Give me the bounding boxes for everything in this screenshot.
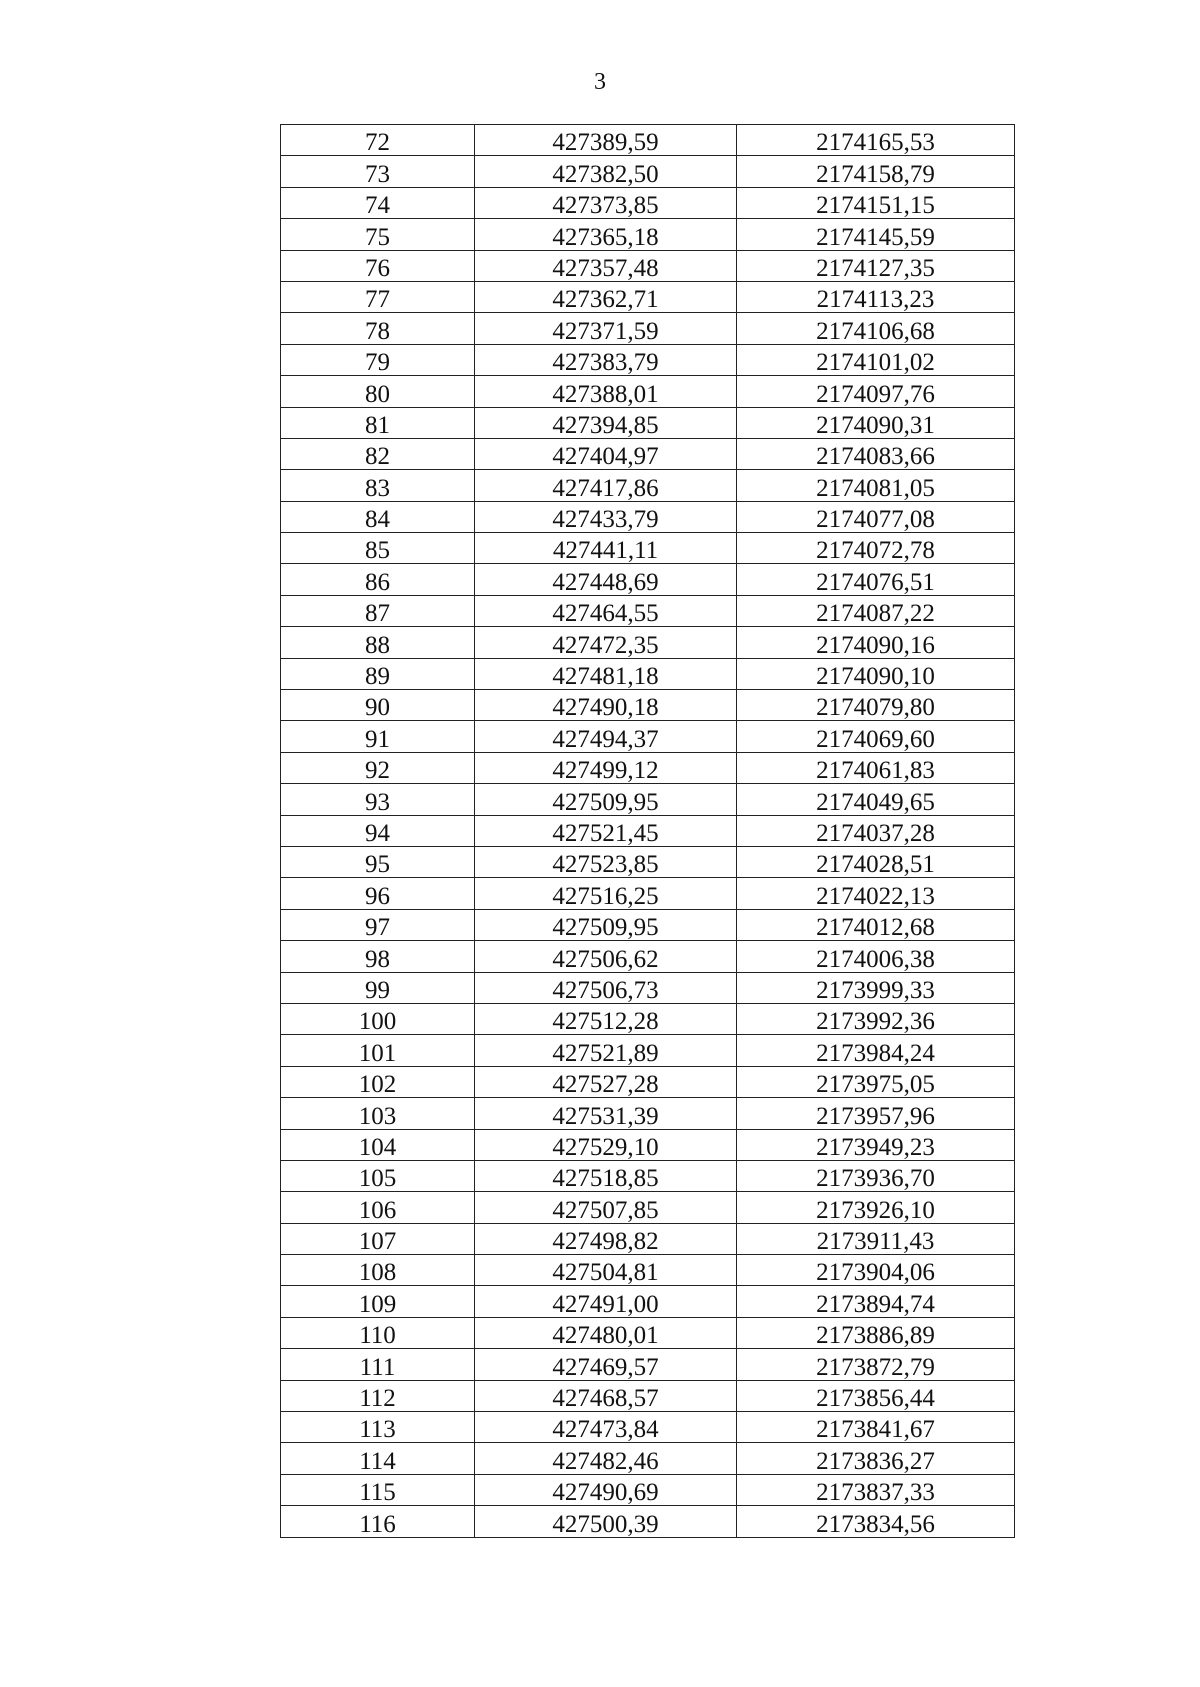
- y-coordinate-cell: 2174087,22: [737, 595, 1015, 626]
- x-coordinate-cell: 427521,89: [475, 1035, 737, 1066]
- point-number-cell: 101: [281, 1035, 475, 1066]
- y-coordinate-cell: 2174072,78: [737, 533, 1015, 564]
- table-row: [281, 1412, 1015, 1443]
- x-coordinate-cell: 427531,39: [475, 1098, 737, 1129]
- x-coordinate-cell: 427357,48: [475, 250, 737, 281]
- y-coordinate-cell: 2173926,10: [737, 1192, 1015, 1223]
- table-row: [281, 219, 1015, 250]
- point-number-cell: 82: [281, 438, 475, 469]
- point-number-cell: 83: [281, 470, 475, 501]
- y-coordinate-cell: 2173894,74: [737, 1286, 1015, 1317]
- x-coordinate-cell: 427516,25: [475, 878, 737, 909]
- x-coordinate-cell: 427509,95: [475, 909, 737, 940]
- table-row: [281, 250, 1015, 281]
- y-coordinate-cell: 2174151,15: [737, 187, 1015, 218]
- x-coordinate-cell: 427448,69: [475, 564, 737, 595]
- x-coordinate-cell: 427523,85: [475, 846, 737, 877]
- y-coordinate-cell: 2174076,51: [737, 564, 1015, 595]
- point-number-cell: 113: [281, 1412, 475, 1443]
- y-coordinate-cell: 2174049,65: [737, 784, 1015, 815]
- table-row: [281, 941, 1015, 972]
- x-coordinate-cell: 427527,28: [475, 1066, 737, 1097]
- y-coordinate-cell: 2174069,60: [737, 721, 1015, 752]
- x-coordinate-cell: 427529,10: [475, 1129, 737, 1160]
- x-coordinate-cell: 427394,85: [475, 407, 737, 438]
- x-coordinate-cell: 427362,71: [475, 281, 737, 312]
- table-row: [281, 815, 1015, 846]
- table-row: [281, 1380, 1015, 1411]
- table-row: [281, 1129, 1015, 1160]
- x-coordinate-cell: 427512,28: [475, 1003, 737, 1034]
- y-coordinate-cell: 2174037,28: [737, 815, 1015, 846]
- point-number-cell: 103: [281, 1098, 475, 1129]
- table-row: [281, 1317, 1015, 1348]
- table-row: [281, 878, 1015, 909]
- y-coordinate-cell: 2174090,10: [737, 658, 1015, 689]
- y-coordinate-cell: 2174097,76: [737, 376, 1015, 407]
- point-number-cell: 108: [281, 1255, 475, 1286]
- y-coordinate-cell: 2174090,31: [737, 407, 1015, 438]
- point-number-cell: 110: [281, 1317, 475, 1348]
- y-coordinate-cell: 2174145,59: [737, 219, 1015, 250]
- y-coordinate-cell: 2174012,68: [737, 909, 1015, 940]
- y-coordinate-cell: 2173936,70: [737, 1160, 1015, 1191]
- table-row: [281, 1160, 1015, 1191]
- point-number-cell: 116: [281, 1506, 475, 1537]
- y-coordinate-cell: 2173904,06: [737, 1255, 1015, 1286]
- y-coordinate-cell: 2173872,79: [737, 1349, 1015, 1380]
- y-coordinate-cell: 2174090,16: [737, 627, 1015, 658]
- y-coordinate-cell: 2173984,24: [737, 1035, 1015, 1066]
- point-number-cell: 94: [281, 815, 475, 846]
- x-coordinate-cell: 427490,69: [475, 1474, 737, 1505]
- x-coordinate-cell: 427490,18: [475, 690, 737, 721]
- y-coordinate-cell: 2173992,36: [737, 1003, 1015, 1034]
- page-number: 3: [594, 69, 606, 95]
- x-coordinate-cell: 427441,11: [475, 533, 737, 564]
- point-number-cell: 107: [281, 1223, 475, 1254]
- table-row: [281, 1066, 1015, 1097]
- x-coordinate-cell: 427504,81: [475, 1255, 737, 1286]
- point-number-cell: 75: [281, 219, 475, 250]
- x-coordinate-cell: 427371,59: [475, 313, 737, 344]
- y-coordinate-cell: 2174106,68: [737, 313, 1015, 344]
- y-coordinate-cell: 2174028,51: [737, 846, 1015, 877]
- x-coordinate-cell: 427382,50: [475, 156, 737, 187]
- point-number-cell: 91: [281, 721, 475, 752]
- x-coordinate-cell: 427491,00: [475, 1286, 737, 1317]
- point-number-cell: 89: [281, 658, 475, 689]
- table-row: [281, 376, 1015, 407]
- x-coordinate-cell: 427499,12: [475, 752, 737, 783]
- x-coordinate-cell: 427518,85: [475, 1160, 737, 1191]
- x-coordinate-cell: 427468,57: [475, 1380, 737, 1411]
- y-coordinate-cell: 2173856,44: [737, 1380, 1015, 1411]
- x-coordinate-cell: 427481,18: [475, 658, 737, 689]
- x-coordinate-cell: 427404,97: [475, 438, 737, 469]
- y-coordinate-cell: 2174022,13: [737, 878, 1015, 909]
- y-coordinate-cell: 2173886,89: [737, 1317, 1015, 1348]
- point-number-cell: 115: [281, 1474, 475, 1505]
- y-coordinate-cell: 2173841,67: [737, 1412, 1015, 1443]
- coordinates-table-body: [281, 125, 1015, 1538]
- point-number-cell: 79: [281, 344, 475, 375]
- x-coordinate-cell: 427521,45: [475, 815, 737, 846]
- point-number-cell: 109: [281, 1286, 475, 1317]
- point-number-cell: 112: [281, 1380, 475, 1411]
- table-row: [281, 501, 1015, 532]
- table-row: [281, 438, 1015, 469]
- x-coordinate-cell: 427472,35: [475, 627, 737, 658]
- table-row: [281, 313, 1015, 344]
- table-row: [281, 909, 1015, 940]
- x-coordinate-cell: 427480,01: [475, 1317, 737, 1348]
- point-number-cell: 74: [281, 187, 475, 218]
- table-row: [281, 533, 1015, 564]
- x-coordinate-cell: 427506,62: [475, 941, 737, 972]
- y-coordinate-cell: 2173911,43: [737, 1223, 1015, 1254]
- table-row: [281, 281, 1015, 312]
- point-number-cell: 85: [281, 533, 475, 564]
- y-coordinate-cell: 2173999,33: [737, 972, 1015, 1003]
- point-number-cell: 86: [281, 564, 475, 595]
- x-coordinate-cell: 427464,55: [475, 595, 737, 626]
- table-row: [281, 564, 1015, 595]
- table-row: [281, 1255, 1015, 1286]
- point-number-cell: 87: [281, 595, 475, 626]
- x-coordinate-cell: 427365,18: [475, 219, 737, 250]
- x-coordinate-cell: 427389,59: [475, 125, 737, 156]
- x-coordinate-cell: 427494,37: [475, 721, 737, 752]
- y-coordinate-cell: 2174165,53: [737, 125, 1015, 156]
- y-coordinate-cell: 2174113,23: [737, 281, 1015, 312]
- point-number-cell: 104: [281, 1129, 475, 1160]
- point-number-cell: 73: [281, 156, 475, 187]
- coordinates-table: [280, 124, 1015, 1538]
- table-row: [281, 627, 1015, 658]
- y-coordinate-cell: 2174127,35: [737, 250, 1015, 281]
- point-number-cell: 72: [281, 125, 475, 156]
- table-row: [281, 470, 1015, 501]
- x-coordinate-cell: 427507,85: [475, 1192, 737, 1223]
- table-row: [281, 1192, 1015, 1223]
- x-coordinate-cell: 427433,79: [475, 501, 737, 532]
- table-row: [281, 344, 1015, 375]
- table-row: [281, 1035, 1015, 1066]
- point-number-cell: 92: [281, 752, 475, 783]
- y-coordinate-cell: 2173975,05: [737, 1066, 1015, 1097]
- x-coordinate-cell: 427500,39: [475, 1506, 737, 1537]
- y-coordinate-cell: 2174101,02: [737, 344, 1015, 375]
- table-row: [281, 752, 1015, 783]
- y-coordinate-cell: 2173957,96: [737, 1098, 1015, 1129]
- point-number-cell: 99: [281, 972, 475, 1003]
- y-coordinate-cell: 2173834,56: [737, 1506, 1015, 1537]
- point-number-cell: 100: [281, 1003, 475, 1034]
- point-number-cell: 102: [281, 1066, 475, 1097]
- table-row: [281, 972, 1015, 1003]
- y-coordinate-cell: 2174077,08: [737, 501, 1015, 532]
- table-row: [281, 1003, 1015, 1034]
- point-number-cell: 80: [281, 376, 475, 407]
- table-row: [281, 1223, 1015, 1254]
- x-coordinate-cell: 427506,73: [475, 972, 737, 1003]
- y-coordinate-cell: 2173949,23: [737, 1129, 1015, 1160]
- point-number-cell: 84: [281, 501, 475, 532]
- y-coordinate-cell: 2174006,38: [737, 941, 1015, 972]
- x-coordinate-cell: 427383,79: [475, 344, 737, 375]
- point-number-cell: 95: [281, 846, 475, 877]
- table-row: [281, 156, 1015, 187]
- point-number-cell: 88: [281, 627, 475, 658]
- x-coordinate-cell: 427509,95: [475, 784, 737, 815]
- table-row: [281, 1506, 1015, 1537]
- point-number-cell: 97: [281, 909, 475, 940]
- table-row: [281, 846, 1015, 877]
- point-number-cell: 77: [281, 281, 475, 312]
- table-row: [281, 407, 1015, 438]
- point-number-cell: 78: [281, 313, 475, 344]
- point-number-cell: 76: [281, 250, 475, 281]
- table-row: [281, 1474, 1015, 1505]
- y-coordinate-cell: 2174079,80: [737, 690, 1015, 721]
- table-row: [281, 658, 1015, 689]
- point-number-cell: 96: [281, 878, 475, 909]
- y-coordinate-cell: 2174158,79: [737, 156, 1015, 187]
- x-coordinate-cell: 427417,86: [475, 470, 737, 501]
- y-coordinate-cell: 2173837,33: [737, 1474, 1015, 1505]
- table-row: [281, 1349, 1015, 1380]
- table-row: [281, 1443, 1015, 1474]
- table-row: [281, 784, 1015, 815]
- table-row: [281, 187, 1015, 218]
- x-coordinate-cell: 427469,57: [475, 1349, 737, 1380]
- x-coordinate-cell: 427482,46: [475, 1443, 737, 1474]
- x-coordinate-cell: 427388,01: [475, 376, 737, 407]
- x-coordinate-cell: 427473,84: [475, 1412, 737, 1443]
- point-number-cell: 105: [281, 1160, 475, 1191]
- table-row: [281, 721, 1015, 752]
- table-row: [281, 1098, 1015, 1129]
- table-row: [281, 1286, 1015, 1317]
- table-row: [281, 595, 1015, 626]
- point-number-cell: 106: [281, 1192, 475, 1223]
- table-row: [281, 125, 1015, 156]
- x-coordinate-cell: 427498,82: [475, 1223, 737, 1254]
- point-number-cell: 98: [281, 941, 475, 972]
- y-coordinate-cell: 2174061,83: [737, 752, 1015, 783]
- point-number-cell: 93: [281, 784, 475, 815]
- y-coordinate-cell: 2174083,66: [737, 438, 1015, 469]
- point-number-cell: 114: [281, 1443, 475, 1474]
- table-row: [281, 690, 1015, 721]
- y-coordinate-cell: 2174081,05: [737, 470, 1015, 501]
- x-coordinate-cell: 427373,85: [475, 187, 737, 218]
- point-number-cell: 111: [281, 1349, 475, 1380]
- point-number-cell: 90: [281, 690, 475, 721]
- point-number-cell: 81: [281, 407, 475, 438]
- y-coordinate-cell: 2173836,27: [737, 1443, 1015, 1474]
